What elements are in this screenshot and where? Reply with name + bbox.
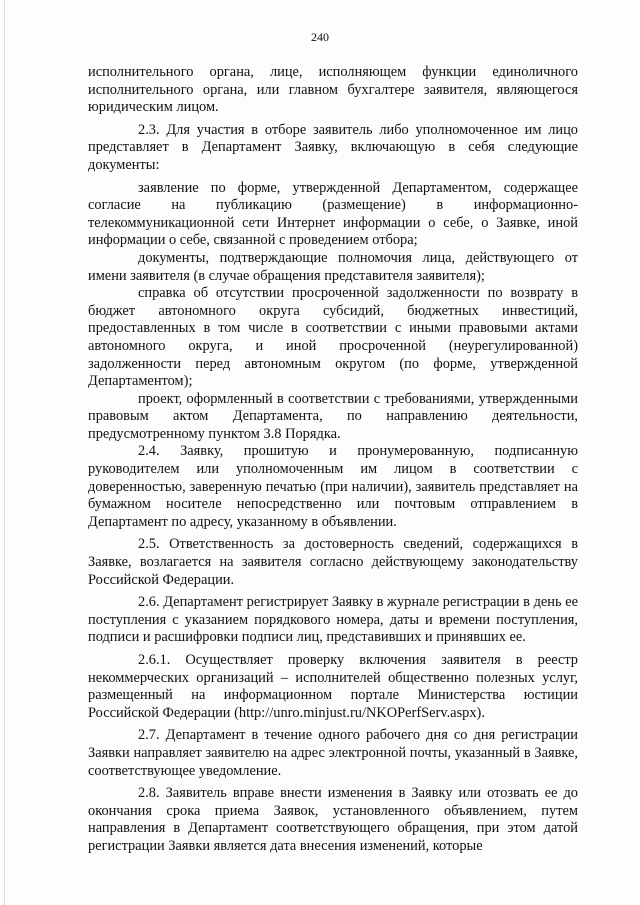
paragraph-2-5: 2.5. Ответственность за достоверность сведений, содержащихся в Заявке, возлагается на заявителя согласно действующему законодательству Российской Федерации. xyxy=(88,536,578,588)
paragraph-list-item: проект, оформленный в соответствии с требованиями, утвержденными правовым актом Департамента, по направлению деятельности, предусмотренному пунктом 3.8 Порядка. xyxy=(88,390,578,442)
paragraph-2-4: 2.4. Заявку, прошитую и пронумерованную, подписанную руководителем или уполномоченным им лицом в соответствии с доверенностью, заверенную печатью (при наличии), заявитель представляет на бумажном носителе непосредственно или почтовым отправлением в Департамент по адресу, указанному в объявлении. xyxy=(88,443,578,530)
paragraph-list-item: документы, подтверждающие полномочия лица, действующего от имени заявителя (в случае обращения представителя заявителя); xyxy=(88,249,578,284)
paragraph-2-8: 2.8. Заявитель вправе внести изменения в Заявку или отозвать ее до окончания срока приема Заявок, установленного объявлением, путем направления в Департамент соответствующего обращения, при этом датой регистрации Заявки является дата внесения изменений, которые xyxy=(88,785,578,854)
paragraph: исполнительного органа, лице, исполняющем функции единоличного исполнительного органа, или главном бухгалтере заявителя, являющегося юридическим лицом. xyxy=(88,64,578,116)
document-body xyxy=(88,64,578,856)
paragraph-list-item: справка об отсутствии просроченной задолженности по возврату в бюджет автономного округа субсидий, бюджетных инвестиций, предоставленных в том числе в соответствии с иными правовыми актами автономного округа, и иной просроченной (неурегулированной) задолженности перед автономным округом (по форме, утвержденной Департаментом); xyxy=(88,285,578,390)
paragraph-2-6-1: 2.6.1. Осуществляет проверку включения заявителя в реестр некоммерческих организаций – исполнителей общественно полезных услуг, размещенный на информационном портале Министерства юстиции Российской Федерации (http://unro.minjust.ru/NKOPerfServ.aspx). xyxy=(88,652,578,721)
scan-edge-line xyxy=(4,0,6,905)
paragraph-2-6: 2.6. Департамент регистрирует Заявку в журнале регистрации в день ее поступления с указанием порядкового номера, даты и времени поступления, подписи и расшифровки подписи лиц, представивших и принявших ее. xyxy=(88,594,578,646)
page-number: 240 xyxy=(311,30,329,44)
paragraph-2-3: 2.3. Для участия в отборе заявитель либо уполномоченное им лицо представляет в Департамент Заявку, включающую в себя следующие документы: xyxy=(88,121,578,173)
paragraph-list-item: заявление по форме, утвержденной Департаментом, содержащее согласие на публикацию (размещение) в информационно-телекоммуникационной сети Интернет информации о себе, о Заявке, иной информации о себе, связанной с проведением отбора; xyxy=(88,179,578,249)
paragraph-2-7: 2.7. Департамент в течение одного рабочего дня со дня регистрации Заявки направляет заявителю на адрес электронной почты, указанный в Заявке, соответствующее уведомление. xyxy=(88,727,578,779)
